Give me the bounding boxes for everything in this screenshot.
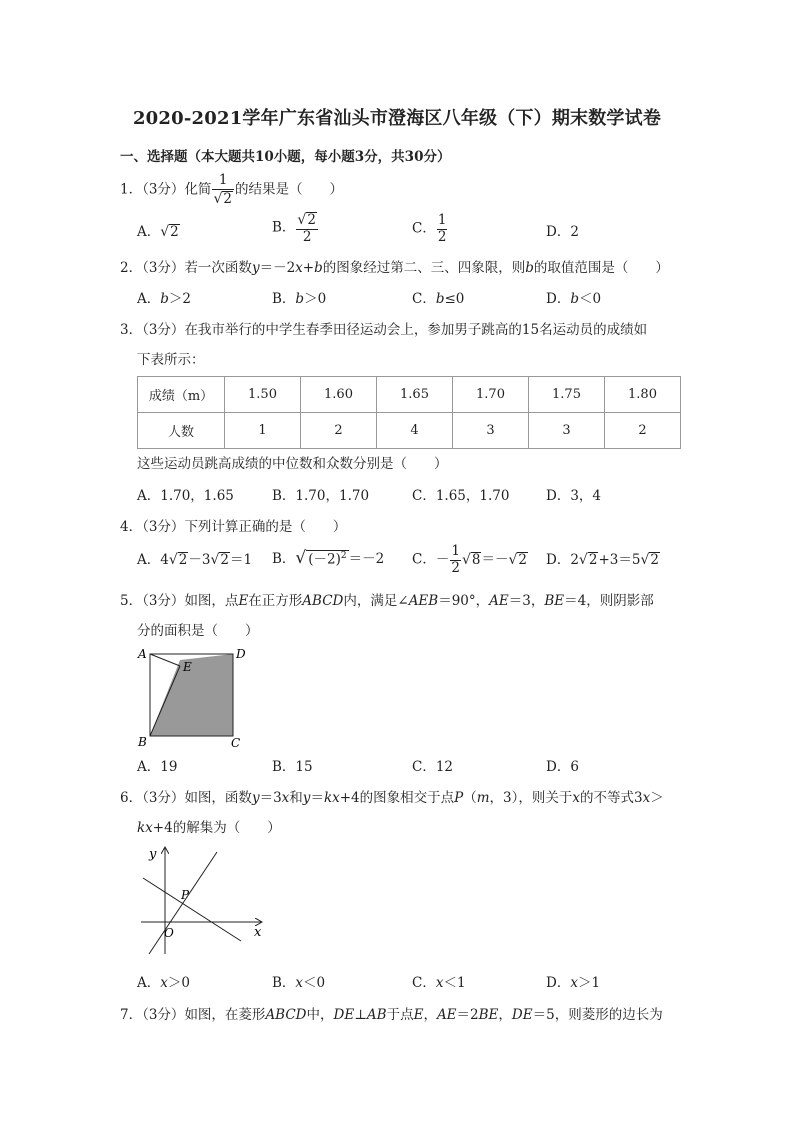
q4-option-c[interactable]: C．－ $\frac{1}{2}$ √8＝－√2 (412, 543, 527, 576)
table-cell: 1.65 (377, 377, 453, 413)
table-cell: 2 (605, 413, 681, 449)
table-cell: 1.80 (605, 377, 681, 413)
table-header-cell: 成绩（m） (138, 377, 225, 413)
q3-option-c[interactable]: C．1.65，1.70 (412, 488, 510, 504)
q6-label-o: O (164, 926, 174, 940)
q6-line-y-kx4 (143, 878, 241, 941)
q6-line-y-3x (149, 852, 217, 954)
table-cell: 1.50 (225, 377, 301, 413)
q3-stem-line2: 下表所示： (137, 352, 205, 368)
section-heading: 一、选择题（本大题共10小题，每小题3分，共30分） (120, 149, 451, 165)
q6-label-x: x (254, 925, 262, 940)
q6-graph-figure (135, 842, 270, 962)
q4-stem: 4．（3分）下列计算正确的是（ ） (120, 519, 347, 535)
q5-stem-line1: 5．（3分）如图，点E在正方形ABCD内，满足∠AEB＝90°，AE＝3，BE＝4，则阴影部 (120, 593, 654, 609)
q5-option-a[interactable]: A．19 (137, 759, 178, 775)
q4-option-d[interactable]: D．2√2+3＝5√2 (546, 552, 659, 568)
q6-label-p: P (181, 888, 190, 902)
q5-label-a: A (138, 647, 147, 661)
q2-option-b[interactable]: B．b＞0 (272, 291, 327, 307)
q1-fraction: $\frac{1}{√2}$ (213, 172, 232, 207)
q6-label-y: y (149, 847, 157, 862)
q3-question: 这些运动员跳高成绩的中位数和众数分别是（ ） (137, 456, 448, 472)
q1-option-c[interactable]: C． $\frac{1}{2}$ (412, 212, 447, 245)
q3-stem-line1: 3．（3分）在我市举行的中学生春季田径运动会上，参加男子跳高的15名运动员的成绩如 (120, 322, 648, 338)
q4-option-a[interactable]: A．4√2－3√2＝1 (137, 552, 253, 568)
q5-stem-line2: 分的面积是（ ） (137, 623, 259, 639)
q5-option-c[interactable]: C．12 (412, 759, 454, 775)
table-row (138, 413, 681, 449)
q1-stem: 1．（3分）化简 $\frac{1}{√2}$ 的结果是（ ） (120, 172, 343, 207)
score-table (137, 376, 681, 449)
q5-label-b: B (138, 735, 147, 749)
table-row (138, 377, 681, 413)
page-title: 2020-2021学年广东省汕头市澄海区八年级（下）期末数学试卷 (132, 108, 662, 129)
q5-label-c: C (231, 736, 241, 750)
q1-option-b[interactable]: B． $\frac{√2}{2}$ (272, 212, 316, 245)
table-cell: 1.70 (453, 377, 529, 413)
q6-option-c[interactable]: C．x＜1 (412, 975, 466, 991)
q4-option-b[interactable]: B．√ $(-2)^2 =-2$ (272, 548, 385, 568)
q3-option-d[interactable]: D．3，4 (546, 488, 602, 504)
q2-option-c[interactable]: C．b≤0 (412, 291, 465, 307)
table-cell: 1.75 (529, 377, 605, 413)
table-header-cell: 人数 (138, 413, 225, 449)
q3-option-a[interactable]: A．1.70，1.65 (137, 488, 234, 504)
q2-option-d[interactable]: D．b＜0 (546, 291, 602, 307)
q6-option-d[interactable]: D．x＞1 (546, 975, 601, 991)
table-cell: 3 (453, 413, 529, 449)
table-cell: 1.60 (301, 377, 377, 413)
q5-segment-ae (150, 654, 180, 666)
q6-option-b[interactable]: B．x＜0 (272, 975, 326, 991)
q2-stem: 2．（3分）若一次函数y＝－2x+b的图象经过第二、三、四象限，则b的取值范围是（ ） (120, 260, 669, 276)
table-cell: 3 (529, 413, 605, 449)
table-cell: 4 (377, 413, 453, 449)
q7-stem: 7．（3分）如图，在菱形ABCD中，DE⊥AB于点E，AE＝2BE，DE＝5，则菱形的边长为 (120, 1007, 663, 1023)
q5-square-figure (130, 640, 250, 750)
q2-option-a[interactable]: A．b＞2 (137, 291, 191, 307)
q1-option-d[interactable]: D．2 (546, 224, 579, 240)
q6-option-a[interactable]: A．x＞0 (137, 975, 190, 991)
table-cell: 1 (225, 413, 301, 449)
q6-stem-line1: 6．（3分）如图，函数y＝3x和y＝kx+4的图象相交于点P（m，3），则关于x的不等式3x＞ (120, 790, 664, 806)
q3-option-b[interactable]: B．1.70，1.70 (272, 488, 370, 504)
q5-option-b[interactable]: B．15 (272, 759, 313, 775)
q5-label-e: E (183, 660, 192, 674)
table-cell: 2 (301, 413, 377, 449)
q5-option-d[interactable]: D．6 (546, 759, 579, 775)
q5-label-d: D (236, 647, 246, 661)
q6-stem-line2: kx+4的解集为（ ） (137, 820, 281, 836)
q1-option-a[interactable]: A．√2 (137, 224, 179, 240)
